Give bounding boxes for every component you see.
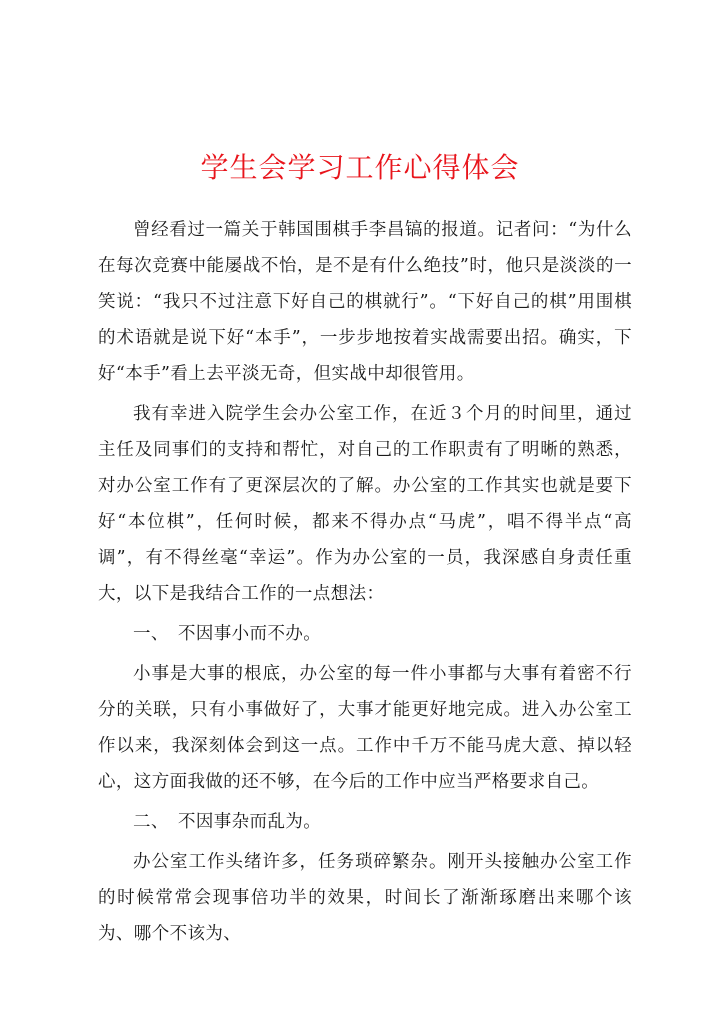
document-body [98, 212, 632, 956]
section-heading-1: 一、 不因事小而不办。 [133, 624, 322, 644]
section-heading-2: 二、 不因事杂而乱为。 [133, 812, 322, 832]
document-title: 学生会学习工作心得体会 [200, 151, 520, 184]
paragraph-intro: 曾经看过一篇关于韩国围棋手李昌镐的报道。记者问：“为什么在每次竞赛中能屡战不怡，是不是有什么绝技”时，他只是淡淡的一笑说：“我只不过注意下好自己的棋就行”。“下好自己的棋”用围棋的术语就是说下好“本手”，一步步地按着实战需要出招。确实，下好“本手”看上去平淡无奇，但实战中却很管用。 [98, 220, 632, 384]
paragraph-small-things: 小事是大事的根底，办公室的每一件小事都与大事有着密不行分的关联，只有小事做好了，大事才能更好地完成。进入办公室工作以来，我深刻体会到这一点。工作中千万不能马虎大意、掉以轻心，这方面我做的还不够，在今后的工作中应当严格要求自己。 [98, 664, 632, 792]
paragraph-office-work: 我有幸进入院学生会办公室工作，在近３个月的时间里，通过主任及同事们的支持和帮忙，对自己的工作职责有了明晰的熟悉，对办公室工作有了更深层次的了解。办公室的工作其实也就是要下好“本位棋”，任何时候，都来不得办点“马虎”，唱不得半点“高调”，有不得丝毫“幸运”。作为办公室的一员，我深感自身责任重大，以下是我结合工作的一点想法： [98, 404, 632, 604]
paragraph-complex-things: 办公室工作头绪许多，任务琐碎繁杂。刚开头接触办公室工作的时候常常会现事倍功半的效果，时间长了渐渐琢磨出来哪个该为、哪个不该为、 [98, 852, 632, 944]
